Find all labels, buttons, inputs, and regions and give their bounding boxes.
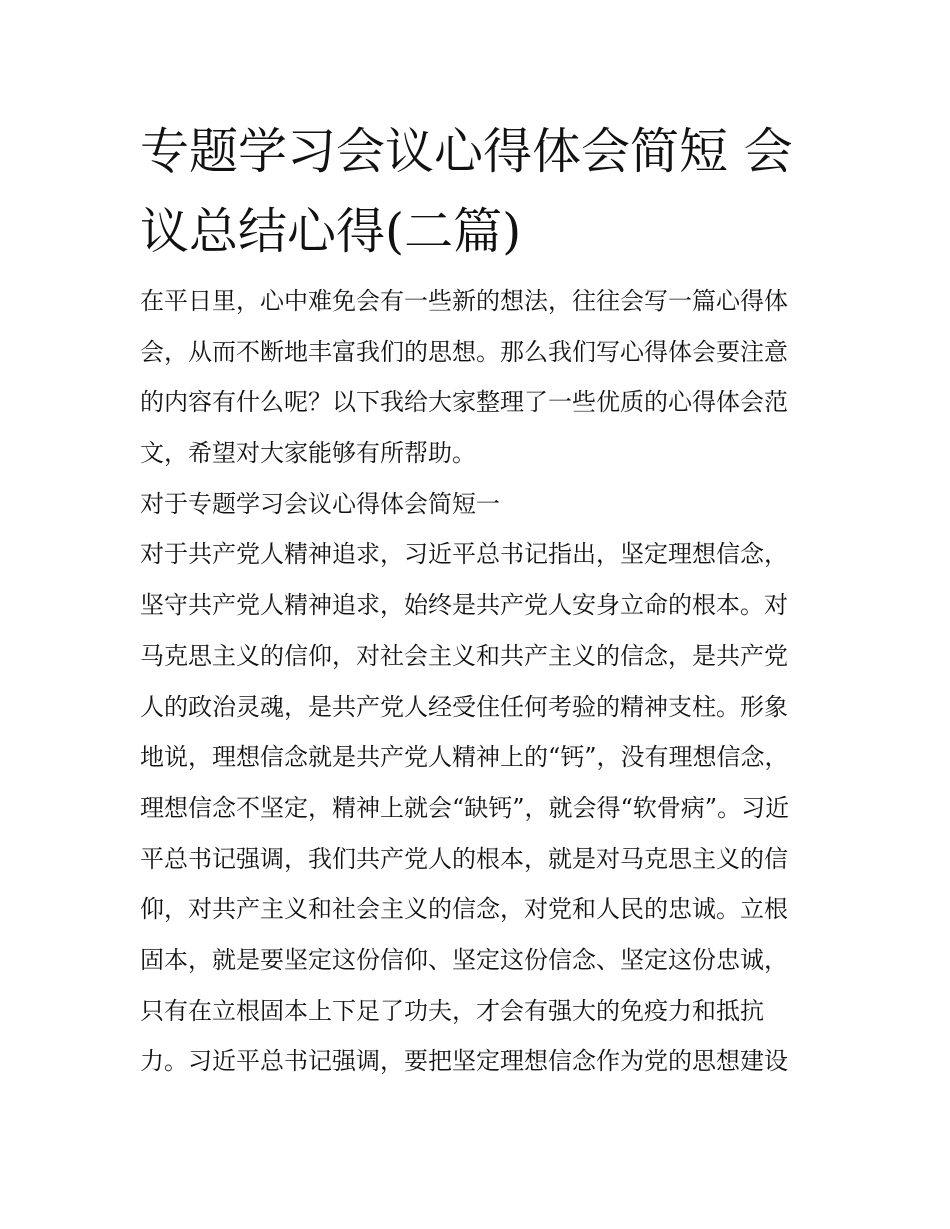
- document-title: 专题学习会议心得体会简短 会 议总结心得(二篇): [140, 123, 793, 260]
- body-line: 坚守共产党人精神追求，始终是共产党人安身立命的根本。对: [140, 591, 788, 620]
- body-line: 只有在立根固本上下足了功夫，才会有强大的免疫力和抵抗: [140, 996, 764, 1025]
- document-body: [140, 276, 820, 1087]
- body-line: 理想信念不坚定，精神上就会“缺钙”，就会得“软骨病”。习近: [140, 793, 790, 822]
- body-line: 仰，对共产主义和社会主义的信念，对党和人民的忠诚。立根: [140, 895, 788, 924]
- body-line: 马克思主义的信仰，对社会主义和共产主义的信念，是共产党: [140, 641, 788, 670]
- section-heading: 对于专题学习会议心得体会简短一: [140, 489, 500, 518]
- body-line: 固本，就是要坚定这份信仰、坚定这份信念、坚定这份忠诚，: [140, 945, 788, 974]
- body-line: 对于共产党人精神追求，习近平总书记指出，坚定理想信念，: [140, 540, 788, 569]
- body-line: 平总书记强调，我们共产党人的根本，就是对马克思主义的信: [140, 844, 788, 873]
- body-line: 力。习近平总书记强调，要把坚定理想信念作为党的思想建设: [140, 1047, 788, 1076]
- body-line: 文，希望对大家能够有所帮助。: [140, 439, 476, 468]
- body-line: 的内容有什么呢？以下我给大家整理了一些优质的心得体会范: [140, 388, 788, 417]
- body-line: 在平日里，心中难免会有一些新的想法，往往会写一篇心得体: [140, 287, 788, 315]
- body-line: 地说，理想信念就是共产党人精神上的“钙”，没有理想信念，: [140, 743, 789, 772]
- body-line: 会，从而不断地丰富我们的思想。那么我们写心得体会要注意: [140, 337, 788, 366]
- body-line: 人的政治灵魂，是共产党人经受住任何考验的精神支柱。形象: [140, 692, 788, 721]
